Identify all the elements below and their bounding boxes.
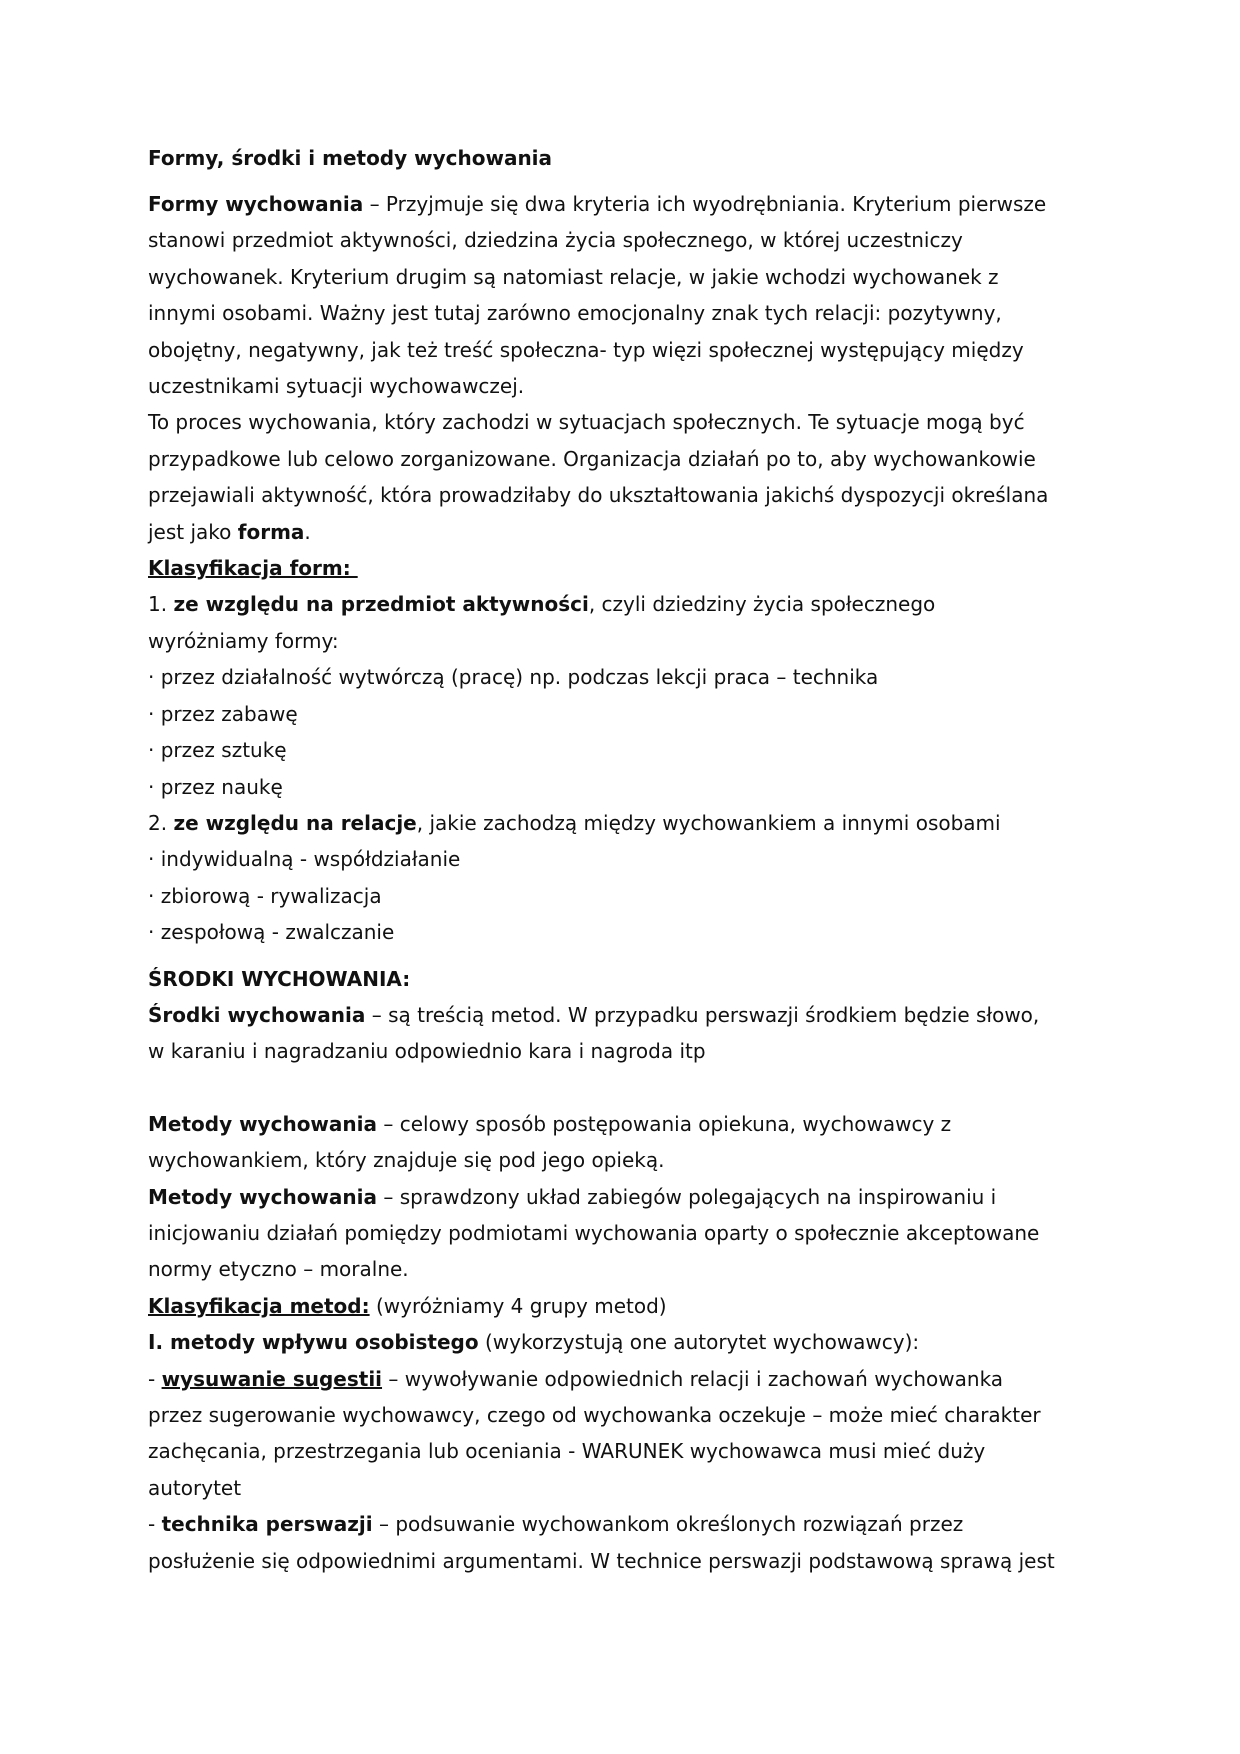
klasyfikacja-form-heading: Klasyfikacja form: bbox=[148, 556, 358, 581]
text-line: posłużenie się odpowiednimi argumentami. W technice perswazji podstawową sprawą jest bbox=[148, 1548, 1055, 1573]
text-line: przypadkowe lub celowo zorganizowane. Organizacja działań po to, aby wychowankowie bbox=[148, 446, 1036, 471]
text-line: stanowi przedmiot aktywności, dziedzina życia społecznego, w której uczestniczy bbox=[148, 228, 963, 253]
srodki-heading: ŚRODKI WYCHOWANIA: bbox=[148, 966, 411, 991]
list-item: · przez sztukę bbox=[148, 738, 287, 763]
list-item: · indywidualną - współdziałanie bbox=[148, 847, 461, 872]
text-line: Metody wychowania – sprawdzony układ zabiegów polegających na inspirowaniu i bbox=[148, 1184, 997, 1209]
sugestii-term: wysuwanie sugestii bbox=[161, 1366, 383, 1391]
srodki-section bbox=[148, 961, 1098, 1070]
list-item: · zbiorową - rywalizacja bbox=[148, 883, 382, 908]
metody-section bbox=[148, 1106, 1098, 1288]
text-line: wychowankiem, który znajduje się pod jego opieką. bbox=[148, 1148, 665, 1173]
text-line: obojętny, negatywny, jak też treść społeczna- typ więzi społecznej występujący między bbox=[148, 337, 1024, 362]
text-line: Formy wychowania – Przyjmuje się dwa kryteria ich wyodrębniania. Kryterium pierwsze bbox=[148, 192, 1047, 216]
forma-term: forma bbox=[237, 519, 305, 544]
list-item: · przez zabawę bbox=[148, 701, 298, 726]
metody-term: Metody wychowania bbox=[148, 1111, 377, 1136]
list-item: · przez działalność wytwórczą (pracę) np. podczas lekcji praca – technika bbox=[148, 665, 879, 690]
text-line: To proces wychowania, który zachodzi w sytuacjach społecznych. Te sytuacje mogą być bbox=[148, 410, 1025, 435]
text-line: normy etyczno – moralne. bbox=[148, 1257, 409, 1282]
text-line: wychowanek. Kryterium drugim są natomiast relacje, w jakie wchodzi wychowanek z bbox=[148, 264, 999, 289]
text-line: przez sugerowanie wychowawcy, czego od wychowanka oczekuje – może mieć charakter bbox=[148, 1403, 1041, 1427]
metody-term: Metody wychowania bbox=[148, 1184, 377, 1209]
text-line: autorytet bbox=[148, 1475, 242, 1500]
text-line: zachęcania, przestrzegania lub oceniania - WARUNEK wychowawca musi mieć duży bbox=[148, 1439, 986, 1464]
text-line: inicjowaniu działań pomiędzy podmiotami wychowania oparty o społecznie akceptowane bbox=[148, 1220, 1040, 1245]
klasyfikacja-form-section bbox=[148, 550, 1098, 950]
text-line: przejawiali aktywność, która prowadziłaby do ukształtowania jakichś dyspozycji określana bbox=[148, 483, 1049, 508]
text-line: Metody wychowania – celowy sposób postępowania opiekuna, wychowawcy z bbox=[148, 1111, 952, 1136]
formy-paragraph bbox=[148, 186, 1098, 550]
klasyfikacja-metod-heading: Klasyfikacja metod: bbox=[148, 1293, 370, 1318]
text-line: uczestnikami sytuacji wychowawczej. bbox=[148, 374, 525, 399]
perswazji-term: technika perswazji bbox=[161, 1512, 373, 1537]
list-item: · przez naukę bbox=[148, 774, 283, 799]
document-title: Formy, środki i metody wychowania bbox=[148, 146, 553, 170]
document-page bbox=[148, 140, 1098, 1579]
text-line: w karaniu i nagradzaniu odpowiednio kara i nagroda itp bbox=[148, 1039, 706, 1064]
srodki-term: Środki wychowania bbox=[148, 1002, 366, 1027]
criterion-1: 1. ze względu na przedmiot aktywności, czyli dziedziny życia społecznego bbox=[148, 592, 936, 617]
list-item: · zespołową - zwalczanie bbox=[148, 920, 395, 945]
method-sugestii: - wysuwanie sugestii – wywoływanie odpowiednich relacji i zachowań wychowanka bbox=[148, 1366, 1004, 1391]
klasyfikacja-metod-section: Klasyfikacja metod: (wyróżniamy 4 grupy metod) I. metody wpływu osobistego (wykorzystują one autorytet wychowawcy): - wysuwanie sugestii – wywoływanie odpowiednich relacji i zachowań wychowanka przez sugerowanie wychowawcy, czego od wychowanka oczekuje – może mieć charakter zachęcania, przestrzegania lub oceniania - WARUNEK wychowawca musi mieć duży autorytet - technika perswazji – podsuwanie wychowankom określonych rozwiązań przez posłużenie się odpowiednimi argumentami. W technice perswazji podstawową sprawą jest bbox=[148, 1288, 1098, 1579]
method-group-1: I. metody wpływu osobistego (wykorzystują one autorytet wychowawcy): bbox=[148, 1330, 920, 1355]
method-perswazji: - technika perswazji – podsuwanie wychowankom określonych rozwiązań przez bbox=[148, 1512, 964, 1537]
criterion-2: 2. ze względu na relacje, jakie zachodzą między wychowankiem a innymi osobami bbox=[148, 810, 1001, 835]
text-line: Środki wychowania – są treścią metod. W przypadku perswazji środkiem będzie słowo, bbox=[148, 1002, 1040, 1027]
text-line: wyróżniamy formy: bbox=[148, 628, 339, 653]
formy-term: Formy wychowania bbox=[148, 192, 364, 216]
text-line: innymi osobami. Ważny jest tutaj zarówno emocjonalny znak tych relacji: pozytywny, bbox=[148, 301, 1002, 326]
text-line: jest jako forma. bbox=[148, 519, 311, 544]
